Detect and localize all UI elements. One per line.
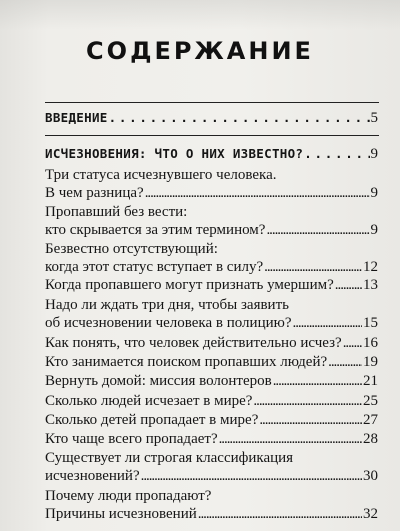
toc-entry	[45, 505, 378, 523]
toc-entry-page: 9	[370, 146, 378, 162]
toc-entry-title: Причины исчезновений	[45, 506, 197, 522]
toc-entry	[45, 109, 378, 127]
toc-entry	[45, 258, 378, 276]
toc-entry	[45, 372, 378, 390]
page-title: СОДЕРЖАНИЕ	[86, 37, 314, 65]
toc-leader-dots	[198, 505, 362, 523]
toc-leader-dots	[328, 353, 362, 371]
toc-entry-title: Почему люди пропадают?	[45, 488, 212, 504]
toc-entry	[45, 487, 211, 505]
toc-entry-title: исчезновений?	[45, 468, 140, 484]
toc-entry	[45, 145, 378, 163]
toc-leader-dots	[266, 221, 369, 239]
toc-entry	[45, 296, 289, 314]
toc-entry-title: Сколько людей исчезает в мире?	[45, 393, 253, 409]
toc-entry-title: Три статуса исчезнувшего человека.	[45, 167, 277, 183]
toc-entry	[45, 166, 277, 184]
divider-bottom	[45, 135, 379, 136]
toc-leader-dots	[145, 184, 370, 202]
toc-entry-page: 12	[363, 259, 378, 275]
toc-entry-page: 28	[363, 431, 378, 447]
toc-entry	[45, 314, 378, 332]
toc-entry	[45, 240, 218, 258]
toc-entry-title: Когда пропавшего могут признать умершим?	[45, 277, 334, 293]
toc-entry-title: Сколько детей пропадает в мире?	[45, 412, 259, 428]
toc-leader-dots	[343, 334, 362, 352]
toc-leader-dots	[335, 276, 362, 294]
divider-top	[45, 102, 379, 103]
toc-entry-title: Безвестно отсутствующий:	[45, 241, 218, 257]
toc-entry	[45, 334, 378, 352]
toc-entry-page: 19	[363, 354, 378, 370]
toc-entry	[45, 411, 378, 429]
toc-entry-page: 21	[363, 373, 378, 389]
toc-leader-dots	[293, 314, 363, 332]
toc-entry-title: Кто занимается поиском пропавших людей?	[45, 354, 328, 370]
toc-entry-title: Вернуть домой: миссия волонтеров	[45, 373, 272, 389]
toc-entry-title: когда этот статус вступает в силу?	[45, 259, 264, 275]
toc-leader-dots	[273, 372, 362, 390]
toc-leader-dots	[253, 392, 362, 410]
toc-leader-dots	[259, 411, 362, 429]
toc-entry	[45, 221, 378, 239]
toc-entry-title: ИСЧЕЗНОВЕНИЯ: ЧТО О НИХ ИЗВЕСТНО?	[45, 146, 304, 161]
toc-entry-title: Как понять, что человек действительно исчез?	[45, 335, 342, 351]
toc-entry-page: 25	[363, 393, 378, 409]
toc-entry-title: об исчезновении человека в полицию?	[45, 315, 292, 331]
toc-entry	[45, 467, 378, 485]
bleed-through-shadow	[0, 0, 400, 30]
toc-entry	[45, 276, 378, 294]
toc-entry	[45, 430, 378, 448]
toc-entry	[45, 392, 378, 410]
toc-entry-title: Пропавший без вести:	[45, 204, 188, 220]
toc-leader-dots	[141, 467, 362, 485]
toc-entry	[45, 203, 187, 221]
toc-entry	[45, 353, 378, 371]
toc-entry-title: ВВЕДЕНИЕ	[45, 110, 108, 125]
toc-entry-title: Надо ли ждать три дня, чтобы заявить	[45, 297, 289, 313]
toc-leader-dots	[219, 430, 362, 448]
toc-entry-page: 16	[363, 335, 378, 351]
toc-leader-dots	[304, 145, 369, 163]
toc-entry-page: 9	[370, 185, 378, 201]
toc-entry-page: 5	[370, 110, 378, 126]
toc-leader-dots	[264, 258, 362, 276]
toc-entry-page: 9	[370, 222, 378, 238]
toc-entry-title: В чем разница?	[45, 185, 144, 201]
toc-entry	[45, 449, 293, 467]
toc-leader-dots	[109, 109, 370, 127]
toc-entry-title: Существует ли строгая классификация	[45, 450, 294, 466]
toc-entry-page: 15	[363, 315, 378, 331]
toc-entry-page: 27	[363, 412, 378, 428]
toc-entry-page: 32	[363, 506, 378, 522]
toc-entry-title: кто скрывается за этим термином?	[45, 222, 266, 238]
toc-entry	[45, 184, 378, 202]
toc-entry-title: Кто чаще всего пропадает?	[45, 431, 218, 447]
toc-entry-page: 30	[363, 468, 378, 484]
toc-entry-page: 13	[363, 277, 378, 293]
